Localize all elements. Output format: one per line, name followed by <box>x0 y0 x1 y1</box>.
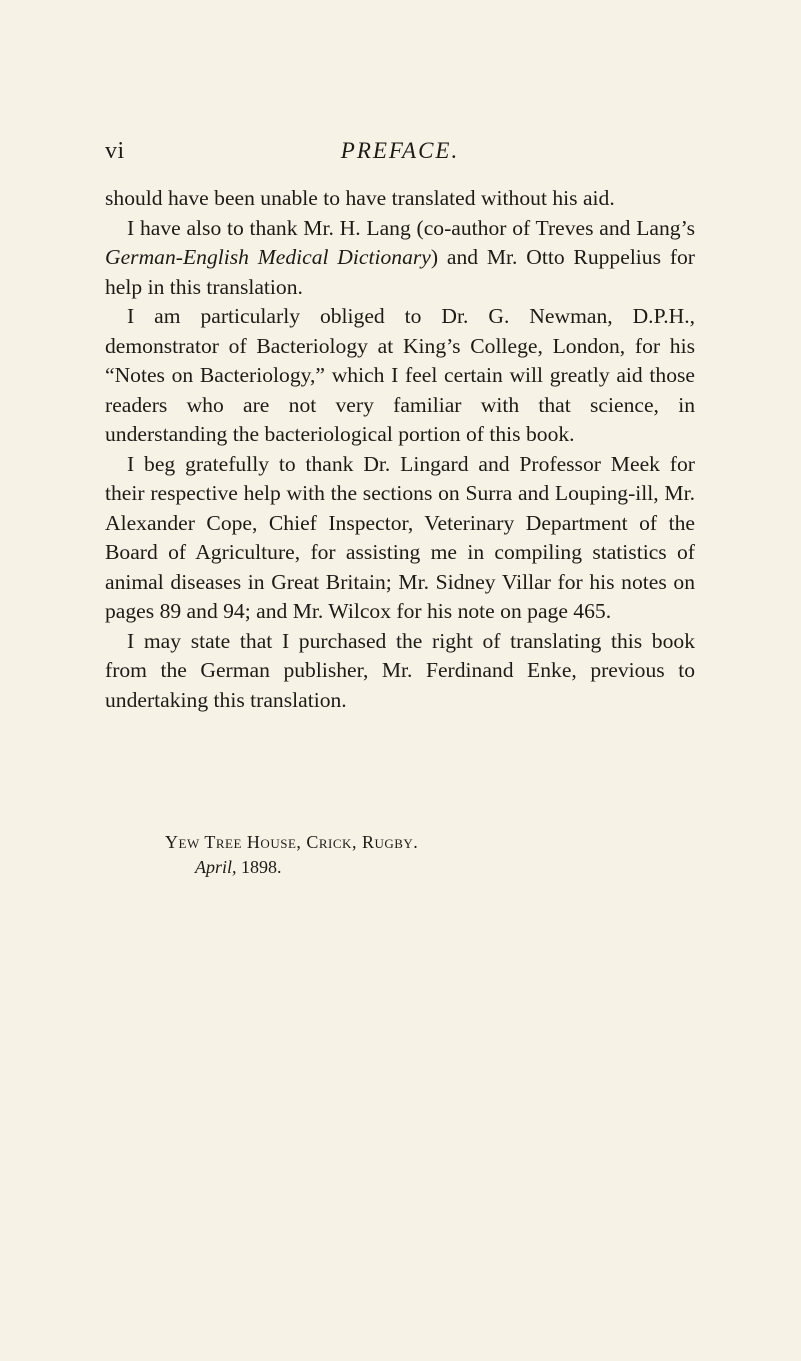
signature-year: 1898. <box>241 857 282 877</box>
paragraph-continuation <box>105 184 695 214</box>
signature-address: Yew Tree House, Crick, Rugby. <box>165 832 419 852</box>
book-title-italic: German-English Medical Dictionary <box>105 245 431 269</box>
paragraph-text: I am particularly obliged to Dr. G. Newman, D.P.H., demonstrator of Bacteriology at King’s College, London, for his “Notes on Bacteriology,” which I feel certain will greatly aid those readers who are not very familiar with that science, in understanding the bacteriological portion of this book. <box>105 304 695 446</box>
running-title: PREFACE. <box>340 138 460 163</box>
paragraph <box>105 627 695 716</box>
paragraph-text: ) and Mr. Otto Ruppelius for help in this translation. <box>105 245 695 299</box>
preface-body <box>105 184 695 715</box>
paragraph-text: I have also to thank Mr. H. Lang (co-author of Treves and Lang’s <box>127 215 695 240</box>
paragraph-text: I beg gratefully to thank Dr. Lingard and Professor Meek for their respective help with the sections on Surra and Louping-ill, Mr. Alexander Cope, Chief Inspector, Veterinary Department of the Board of Agriculture, for assisting me in compiling statistics of animal diseases in Great Britain; Mr. Sidney Villar for his notes on pages 89 and 94; and Mr. Wilcox for his note on page 465. <box>105 451 695 623</box>
paragraph-text: I may state that I purchased the right of translating this book from the German publisher, Mr. Ferdinand Enke, previous to undertaking this translation. <box>105 628 695 712</box>
paragraph <box>105 214 695 303</box>
page-header <box>105 138 695 168</box>
paragraph <box>105 302 695 450</box>
paragraph <box>105 450 695 627</box>
signature-date <box>165 855 418 880</box>
signature-month: April, <box>195 857 237 877</box>
paragraph-text: should have been unable to have translated without his aid. <box>105 186 615 210</box>
signature-block <box>165 830 418 880</box>
page-number: vi <box>105 138 125 164</box>
